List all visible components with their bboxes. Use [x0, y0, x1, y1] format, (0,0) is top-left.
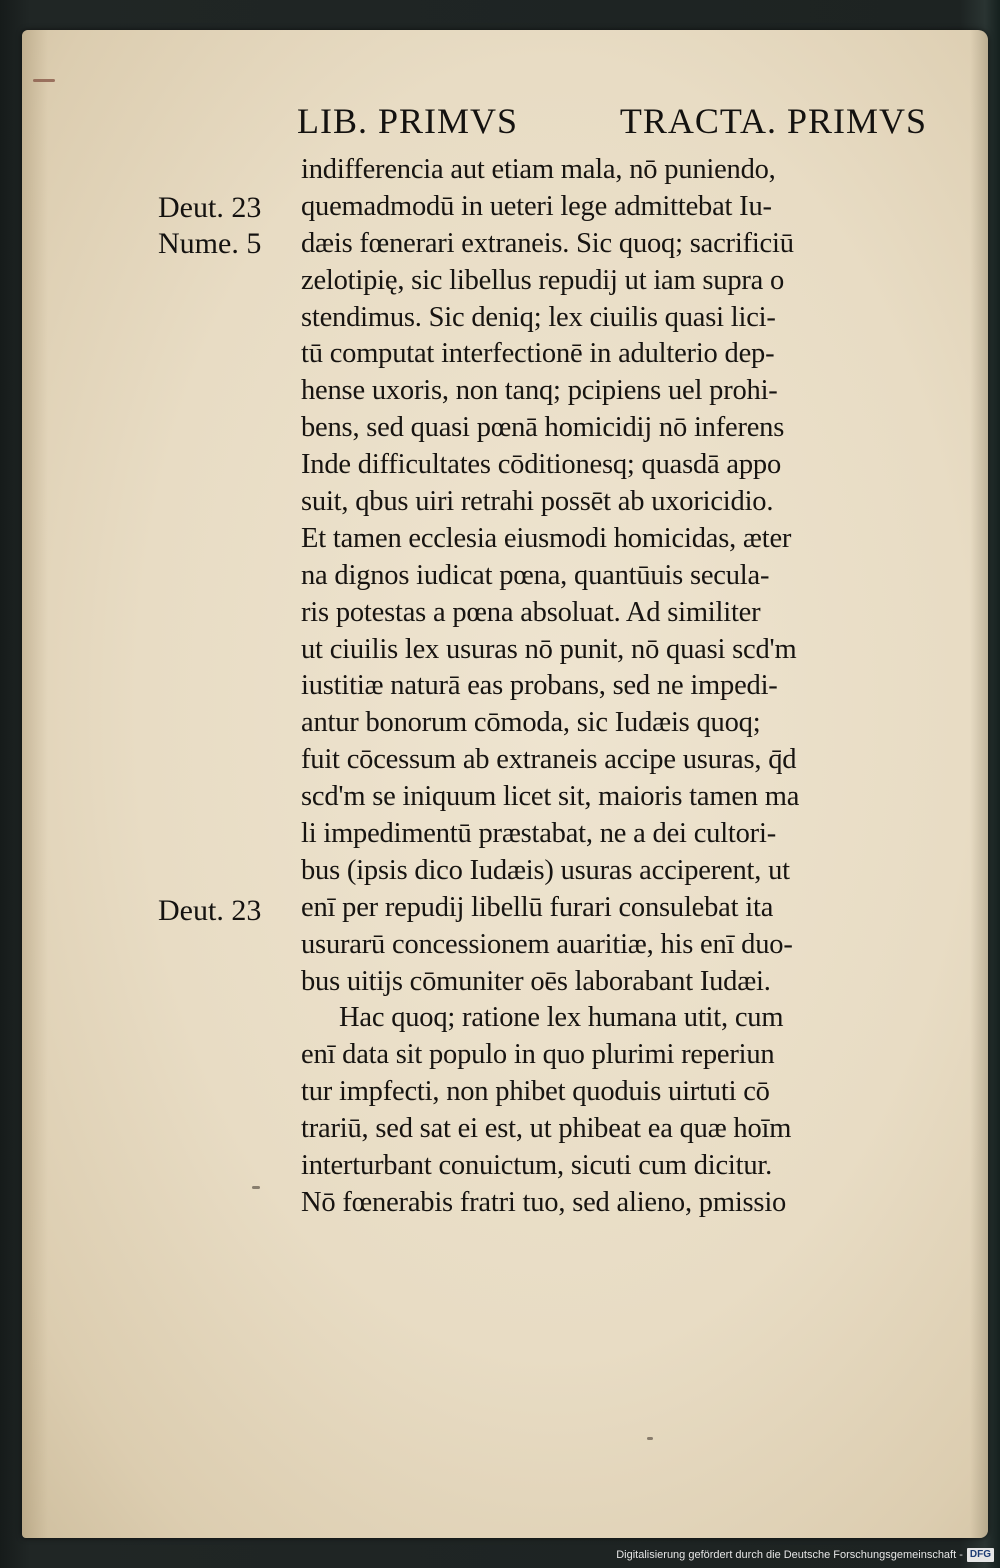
text-line: scd'm se iniquum licet sit, maioris tamen ma — [301, 781, 800, 813]
margin-note-deut-1: Deut. 23 — [158, 191, 262, 224]
text-line: zelotipię, sic libellus repudij ut iam supra o — [301, 264, 785, 296]
credit-text: Digitalisierung gefördert durch die Deutsche Forschungsgemeinschaft - — [616, 1549, 963, 1561]
text-line: li impedimentū præstabat, ne a dei cultori- — [301, 818, 776, 850]
text-line: bens, sed quasi pœnā homicidij nō inferens — [301, 412, 785, 444]
text-line: bus (ipsis dico Iudæis) usuras acciperent, ut — [301, 854, 790, 886]
text-line: Inde difficultates cōditionesq; quasdā appo — [301, 449, 781, 481]
text-line: quemadmodū in ueteri lege admittebat Iu- — [301, 190, 772, 222]
digitization-credit — [616, 1544, 994, 1566]
text-line: enī per repudij libellū furari consulebat ita — [301, 891, 774, 923]
text-line: na dignos iudicat pœna, quantūuis secula- — [301, 559, 770, 591]
dfg-logo: DFG — [967, 1548, 994, 1562]
text-line: Et tamen ecclesia eiusmodi homicidas, æter — [301, 522, 792, 554]
text-line: hense uxoris, non tanq; pcipiens uel prohi- — [301, 375, 778, 407]
text-line: antur bonorum cōmoda, sic Iudæis quoq; — [301, 707, 761, 739]
ink-speck — [252, 1186, 260, 1189]
running-head-left: LIB. PRIMVS — [297, 101, 519, 141]
text-line: bus uitijs cōmuniter oēs laborabant Iudæi. — [301, 965, 771, 997]
text-line: Nō fœnerabis fratri tuo, sed alieno, pmissio — [301, 1186, 787, 1218]
text-line: tū computat interfectionē in adulterio dep- — [301, 338, 775, 370]
text-line: trariū, sed sat ei est, ut phibeat ea quæ hoīm — [301, 1113, 792, 1145]
body-text — [301, 152, 931, 1222]
text-line: indifferencia aut etiam mala, nō puniendo, — [301, 154, 776, 185]
running-head-right: TRACTA. PRIMVS — [619, 101, 927, 141]
ink-mark — [33, 79, 55, 82]
margin-note-deut-2: Deut. 23 — [158, 894, 262, 927]
text-line: usurarū concessionem auaritiæ, his enī duo- — [301, 928, 793, 960]
text-line: tur impfecti, non phibet quoduis uirtuti cō — [301, 1076, 770, 1108]
ink-speck — [647, 1437, 653, 1440]
text-line: ris potestas a pœna absoluat. Ad similiter — [301, 596, 761, 628]
text-line: fuit cōcessum ab extraneis accipe usuras, q̄d — [301, 744, 797, 776]
text-line: iustitiæ naturā eas probans, sed ne impedi- — [301, 670, 778, 702]
text-line-paragraph-start: Hac quoq; ratione lex humana utit, cum — [339, 1002, 784, 1034]
text-line: suit, qbus uiri retrahi possēt ab uxoricidio. — [301, 486, 774, 518]
text-line: ut ciuilis lex usuras nō punit, nō quasi scd'm — [301, 633, 797, 665]
running-head — [297, 98, 927, 144]
text-line: interturbant conuictum, sicuti cum dicitur. — [301, 1150, 773, 1182]
text-line: stendimus. Sic deniq; lex ciuilis quasi lici- — [301, 301, 776, 333]
margin-note-nume: Nume. 5 — [158, 227, 262, 260]
text-line: dæis fœnerari extraneis. Sic quoq; sacrificiū — [301, 227, 794, 259]
text-line: enī data sit populo in quo plurimi reperiun — [301, 1039, 775, 1071]
